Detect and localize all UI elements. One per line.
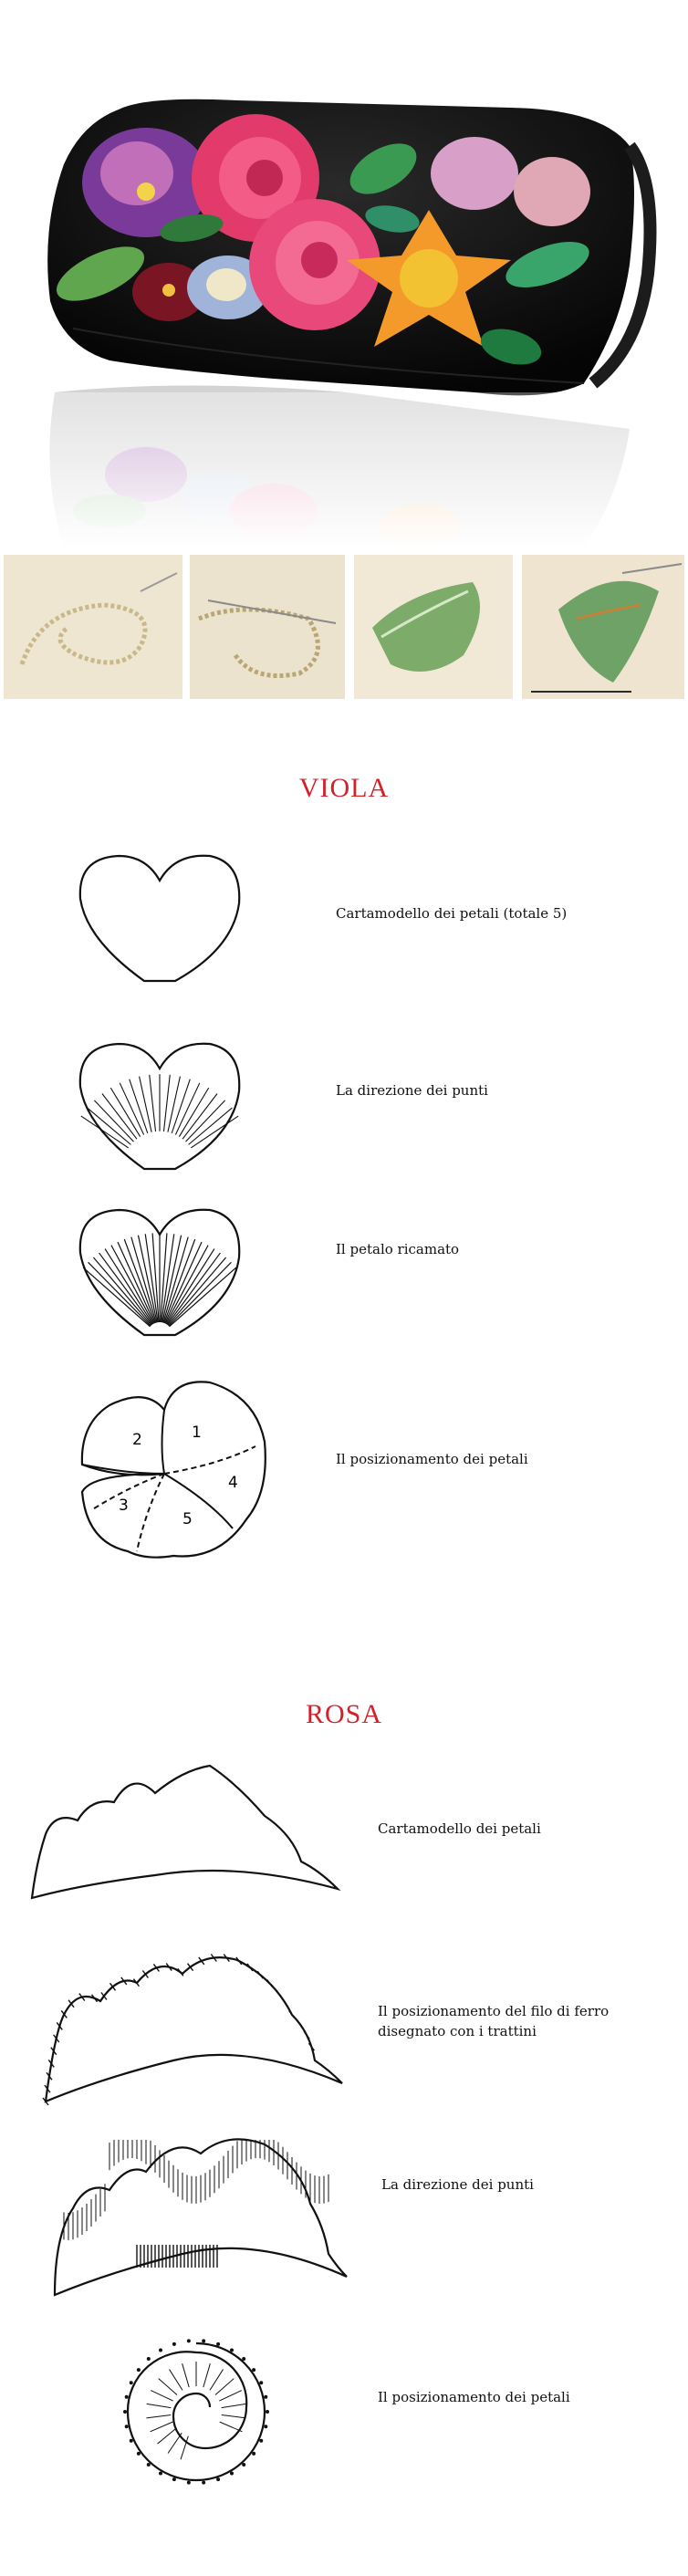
petal-number-5: 5 <box>182 1510 193 1528</box>
viola-embroidered-petal <box>73 1203 246 1340</box>
viola-petal-template <box>73 849 246 986</box>
rosa-caption-2-line2: disegnato con i trattini <box>378 2023 537 2039</box>
petal-number-4: 4 <box>228 1474 238 1492</box>
rosa-petal-template <box>27 1761 347 1907</box>
clutch-photo <box>0 0 688 548</box>
rosa-caption-3: La direzione dei punti <box>381 2176 534 2193</box>
viola-petal-arrangement <box>73 1373 274 1565</box>
rosa-stitch-direction <box>36 2117 356 2300</box>
rosa-title: ROSA <box>305 1699 383 1729</box>
bellflower-lilac <box>431 137 518 210</box>
rosa-caption-2 <box>378 2001 609 2041</box>
viola-stitch-direction <box>73 1037 246 1173</box>
petal-number-3: 3 <box>119 1497 129 1515</box>
viola-title: VIOLA <box>298 773 390 803</box>
stitch-photo-4 <box>522 555 684 699</box>
stitch-photo-1 <box>4 555 182 699</box>
viola-caption-4: Il posizionamento dei petali <box>336 1451 528 1467</box>
viola-caption-2: La direzione dei punti <box>336 1082 488 1099</box>
petal-number-1: 1 <box>192 1424 202 1442</box>
rosa-caption-1: Cartamodello dei petali <box>378 1820 541 1837</box>
rosa-caption-4: Il posizionamento dei petali <box>378 2389 570 2405</box>
rosa-wire-placement <box>36 1933 347 2115</box>
stitch-photo-3 <box>354 555 513 699</box>
viola-caption-3: Il petalo ricamato <box>336 1241 460 1257</box>
stitch-photo-2 <box>190 555 345 699</box>
rosa-petal-arrangement <box>109 2325 283 2498</box>
bellflower-pink <box>514 157 590 226</box>
viola-caption-1: Cartamodello dei petali (totale 5) <box>336 905 568 922</box>
petal-number-2: 2 <box>132 1431 142 1449</box>
rosa-caption-2-line1: Il posizionamento del filo di ferro <box>378 2003 610 2019</box>
